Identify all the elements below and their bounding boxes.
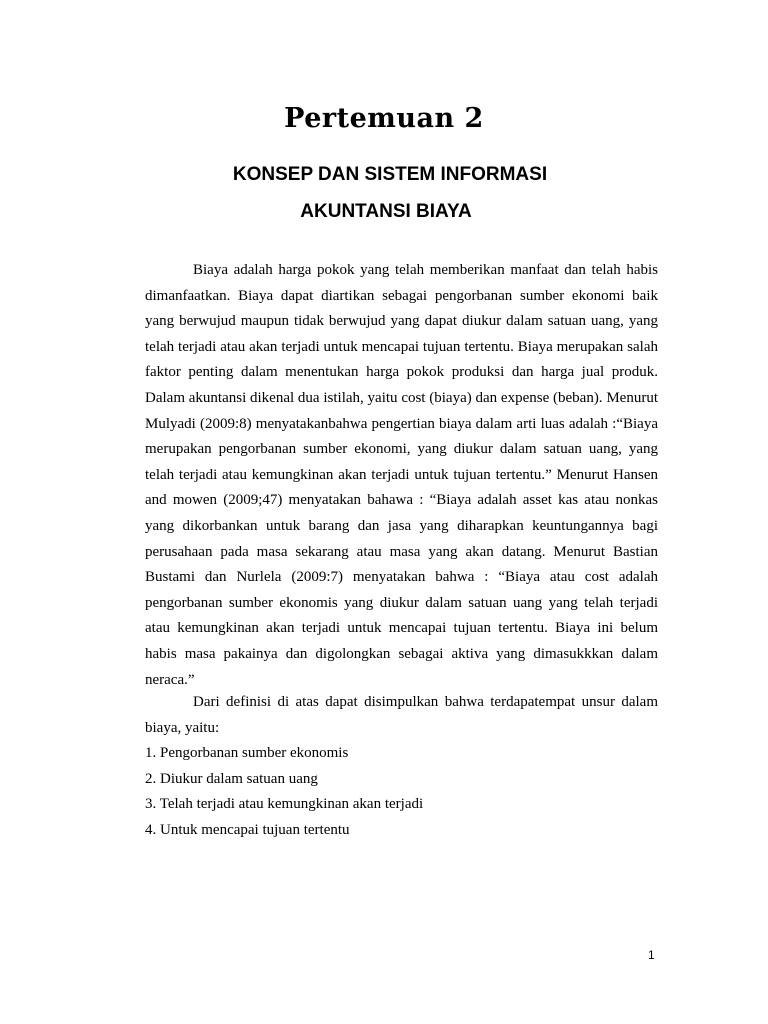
subtitle-line-1: KONSEP DAN SISTEM INFORMASI xyxy=(232,164,548,185)
page-title: Pertemuan 2 xyxy=(284,103,484,134)
page-number: 1 xyxy=(648,948,655,962)
list-item: 3. Telah terjadi atau kemungkinan akan terjadi xyxy=(145,796,424,813)
list-item: 1. Pengorbanan sumber ekonomis xyxy=(145,745,349,761)
body-paragraph-1: Biaya adalah harga pokok yang telah memberikan manfaat dan telah habis dimanfaatkan. Biaya dapat diartikan sebagai pengorbanan sumber ekonomi baik yang berwujud maupun tidak berwujud yang dapat diukur dalam satuan uang, yang telah terjadi atau akan terjadi untuk mencapai tujuan tertentu. Biaya merupakan salah faktor penting dalam menentukan harga pokok produksi dan harga jual produk. Dalam akuntansi dikenal dua istilah, yaitu cost (biaya) dan expense (beban). Menurut Mulyadi (2009:8) menyatakanbahwa pengertian biaya dalam arti luas adalah :“Biaya merupakan pengorbanan sumber ekonomi, yang diukur dalam satuan uang, yang telah terjadi atau kemungkinan akan terjadi untuk tujuan tertentu.” Menurut Hansen and mowen (2009;47) menyatakan bahawa : “Biaya adalah asset kas atau nonkas yang dikorbankan untuk barang dan jasa yang diharapkan keuntungannya bagi perusahaan pada masa sekarang atau masa yang akan datang. Menurut Bastian Bustami dan Nurlela (2009:7) menyatakan bahwa : “Biaya atau cost adalah pengorbanan sumber ekonomis yang diukur dalam satuan uang yang telah terjadi atau kemungkinan akan terjadi untuk mencapai tujuan tertentu. Biaya ini belum habis masa pakainya dan digolongkan sebagai aktiva yang dimasukkkan dalam neraca.” xyxy=(145,262,658,688)
list-item: 2. Diukur dalam satuan uang xyxy=(145,770,318,787)
subtitle-line-2: AKUNTANSI BIAYA xyxy=(300,201,472,222)
list-item: 4. Untuk mencapai tujuan tertentu xyxy=(145,821,350,838)
body-paragraph-2: Dari definisi di atas dapat disimpulkan bahwa terdapatempat unsur dalam biaya, yaitu: xyxy=(145,694,658,736)
element-list xyxy=(145,741,423,843)
